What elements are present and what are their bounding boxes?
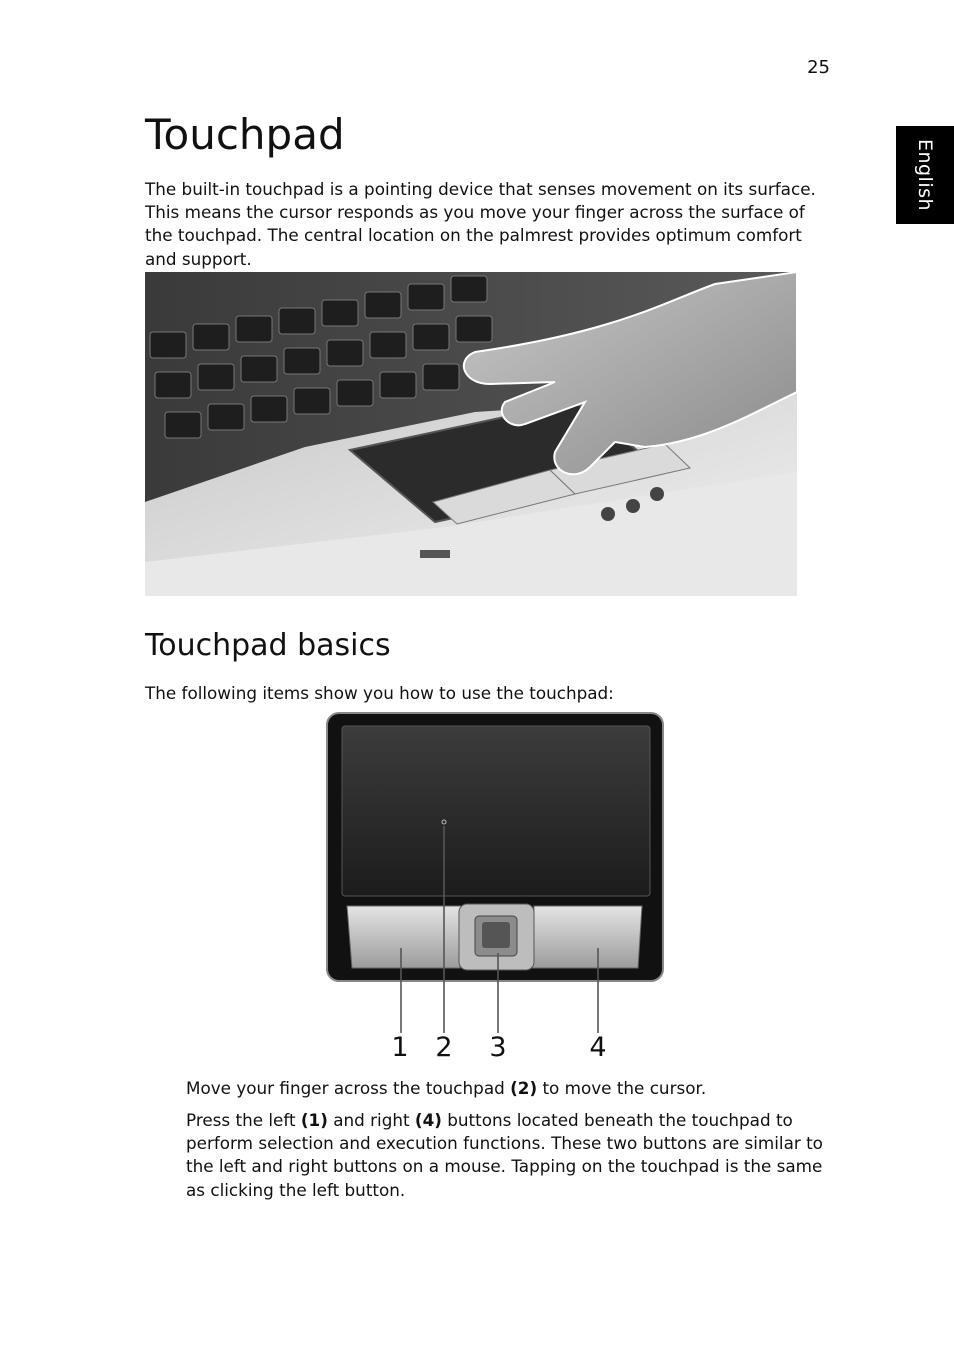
callout-4: 4 [589,1032,607,1063]
language-tab-label: English [914,138,936,212]
ref-left-button: (1) [300,1110,328,1130]
section-heading: Touchpad basics [145,628,391,663]
touchpad-diagram [322,708,672,1068]
laptop-touchpad-photo [145,272,797,596]
callout-1: 1 [391,1032,409,1063]
move-text-after: to move the cursor. [537,1078,707,1098]
press-text-middle: and right [327,1110,415,1130]
page-title: Touchpad [145,110,345,159]
press-instruction [186,1109,836,1202]
ref-right-button: (4) [414,1110,442,1130]
ref-touchpad: (2) [510,1078,538,1098]
basics-intro: The following items show you how to use the touchpad: [145,683,614,703]
callout-3: 3 [489,1032,507,1063]
language-tab [896,126,954,224]
move-text-before: Move your finger across the touchpad [186,1078,511,1098]
intro-paragraph: The built-in touchpad is a pointing device that senses movement on its surface. This means the cursor responds as you move your finger across the surface of the touchpad. The central location on the palmrest provides optimum comfort and support. [145,179,816,269]
move-instruction [186,1077,836,1100]
callout-2: 2 [435,1032,453,1063]
page-number: 25 [807,57,830,78]
press-text-after: buttons located beneath the touchpad to perform selection and execution functions. These two buttons are similar to the left and right buttons on a mouse. Tapping on the touchpad is the same as clicking the left button. [186,1110,823,1200]
press-text-before: Press the left [186,1110,301,1130]
